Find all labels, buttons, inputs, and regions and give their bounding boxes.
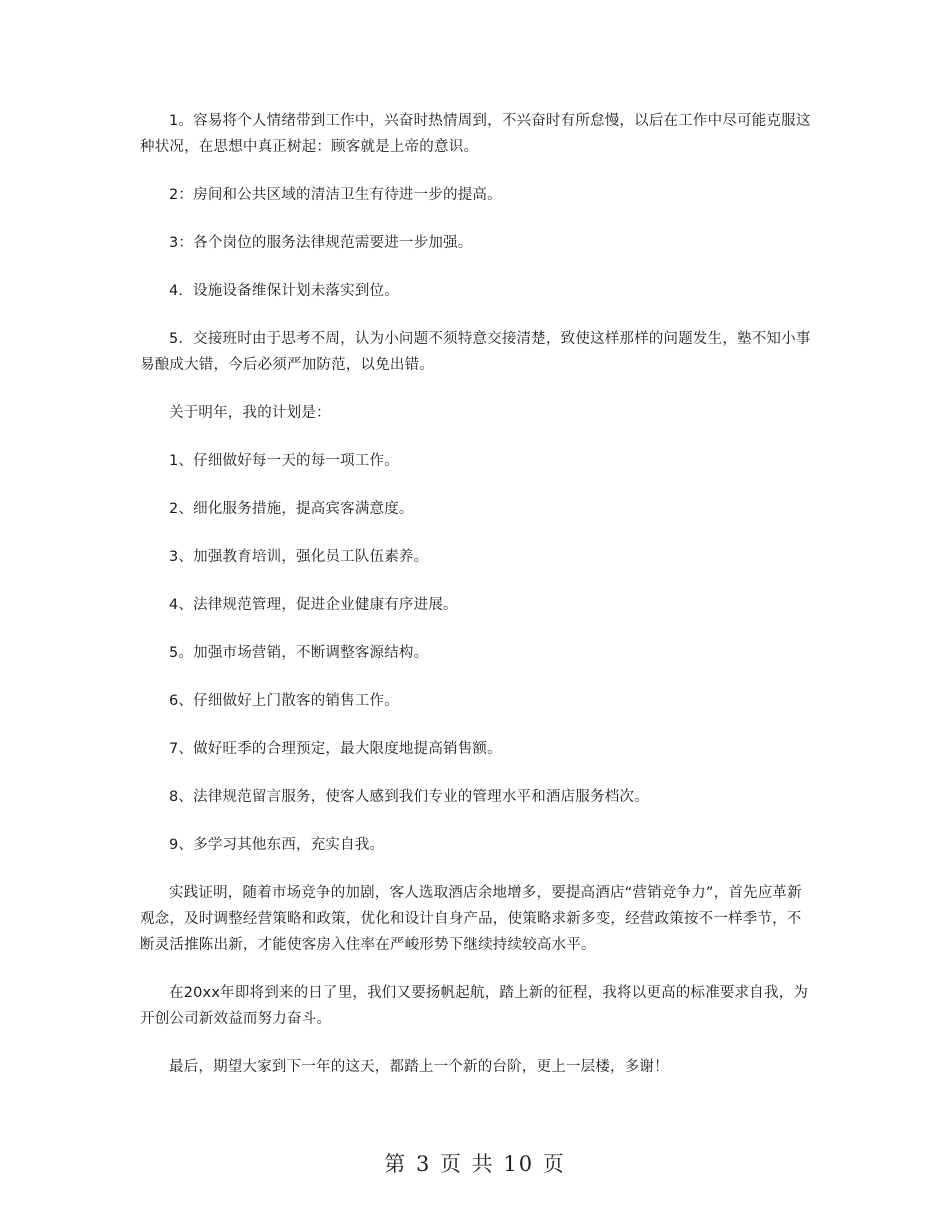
plan-item-8: 8、法律规范留言服务，使客人感到我们专业的管理水平和酒店服务档次。 — [169, 789, 649, 805]
plan-item-6: 6、仔细做好上门散客的销售工作。 — [169, 693, 399, 709]
paragraph-1: 1。容易将个人情绪带到工作中，兴奋时热情周到，不兴奋时有所怠慢，以后在工作中尽可能克服这种状况，在思想中真正树起：顾客就是上帝的意识。 — [140, 113, 811, 155]
plan-item-9: 9、多学习其他东西，充实自我。 — [169, 837, 385, 853]
plan-item-5: 5。加强市场营销，不断调整客源结构。 — [169, 645, 429, 661]
paragraph-4: 4．设施设备维保计划未落实到位。 — [169, 283, 399, 299]
plan-item-7: 7、做好旺季的合理预定，最大限度地提高销售额。 — [169, 741, 502, 757]
plan-heading: 关于明年，我的计划是： — [169, 405, 331, 421]
document-body — [140, 108, 812, 1102]
page-number-footer: 第 3 页 共 10 页 — [384, 1152, 566, 1176]
plan-item-1: 1、仔细做好每一天的每一项工作。 — [169, 453, 399, 469]
plan-item-3: 3、加强教育培训，强化员工队伍素养。 — [169, 549, 429, 565]
paragraph-5: 5．交接班时由于思考不周，认为小问题不须特意交接清楚，致使这样那样的问题发生，塾不知小事易酿成大错，今后必须严加防范，以免出错。 — [140, 331, 811, 373]
paragraph-2: 2：房间和公共区域的清洁卫生有待进一步的提高。 — [169, 187, 502, 203]
closing-paragraph: 最后，期望大家到下一年的这天，都踏上一个新的台阶，更上一层楼，多谢！ — [169, 1059, 669, 1075]
plan-item-2: 2、细化服务措施，提高宾客满意度。 — [169, 501, 414, 517]
new-year-paragraph: 在20xx年即将到来的日了里，我们又要扬帆起航，踏上新的征程，我将以更高的标准要求自我，为开创公司新效益而努力奋斗。 — [140, 985, 809, 1027]
practice-paragraph: 实践证明，随着市场竞争的加剧，客人选取酒店余地增多，要提高酒店“营销竞争力”，首先应革新观念，及时调整经营策略和政策，优化和设计自身产品，使策略求新多变，经营政策按不一样季节，不断灵活推陈出新，才能使客房入住率在严峻形势下继续持续较高水平。 — [140, 885, 802, 953]
plan-item-4: 4、法律规范管理，促进企业健康有序进展。 — [169, 597, 458, 613]
paragraph-3: 3：各个岗位的服务法律规范需要进一步加强。 — [169, 235, 473, 251]
